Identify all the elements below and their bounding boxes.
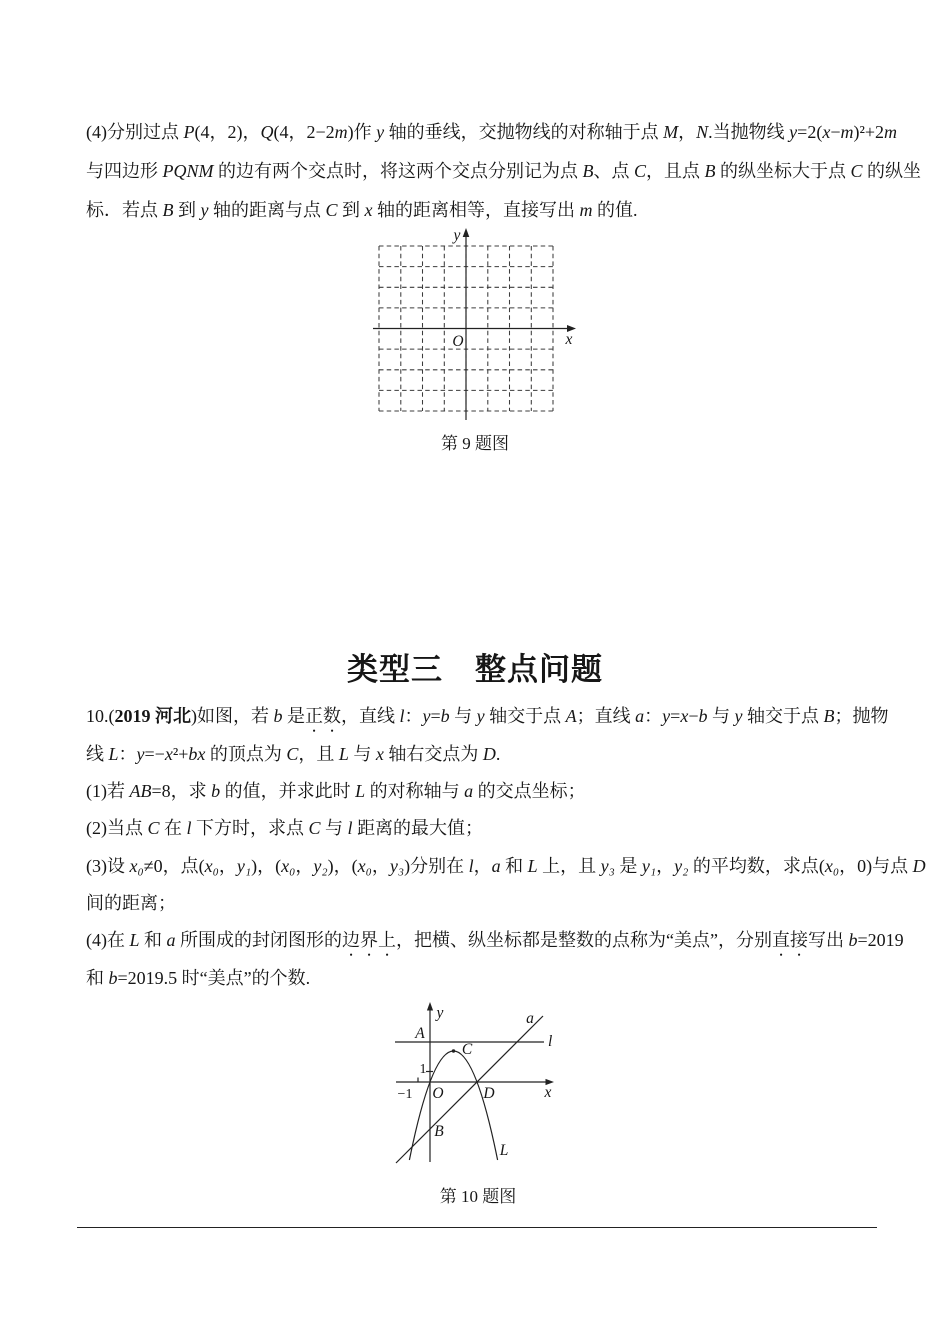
figure9-grid-plot — [370, 224, 580, 424]
point-C-label: C — [461, 1041, 473, 1058]
y-axis-label: y — [453, 227, 461, 244]
y-tick-1-label: 1 — [419, 1062, 427, 1077]
q9p4-line2: 与四边形 PQNM 的边有两个交点时，将这两个交点分别记为点 B、点 C，且点 B 的纵坐标大于点 C 的纵坐 — [86, 161, 922, 181]
point-B-label: B — [434, 1123, 444, 1140]
figure10-caption: 第 10 题图 — [439, 1187, 517, 1206]
y-axis-arrow-icon — [463, 228, 470, 237]
origin-label: O — [452, 333, 464, 350]
y-axis-arrow-icon — [427, 1002, 433, 1011]
vertex-dot — [452, 1049, 455, 1052]
parabola-L-label: L — [499, 1142, 509, 1159]
question9-part4-paragraph — [86, 113, 921, 230]
q10-part4-seg3: ，把横、纵坐标都是整数的点称为“美点”，分别 — [396, 930, 772, 951]
x-axis-label: x — [565, 331, 573, 348]
question10-block — [86, 698, 926, 997]
q10-part2: (2)当点 C 在 l 下方时，求点 C 与 l 距离的最大值； — [86, 818, 484, 839]
figure10-parabola-plot — [378, 998, 578, 1168]
q10-intro-seg5: ，直线 l：y=b 与 y 轴交于点 A；直线 a：y=x−b 与 y 轴交于点 B；抛物 — [341, 706, 889, 726]
q10-intro-seg3: )如图，若 b 是 — [191, 706, 305, 726]
q10-part4-seg1: (4)在 L 和 a 所围成的封闭图形的 — [86, 930, 343, 951]
q10-number: 10.( — [86, 706, 115, 726]
q10-part4-line1 — [86, 922, 926, 960]
y-axis-label: y — [436, 1004, 444, 1022]
q10-intro-line2: 线 L：y=−x²+bx 的顶点为 C，且 L 与 x 轴右交点为 D. — [86, 744, 501, 764]
q10-part1: (1)若 AB=8，求 b 的值，并求此时 L 的对称轴与 a 的交点坐标； — [86, 781, 586, 802]
x-axis-label: x — [544, 1084, 552, 1101]
q10-part4-line2: 和 b=2019.5 时“美点”的个数. — [86, 968, 311, 989]
section-heading: 类型三 整点问题 — [347, 652, 603, 687]
q10-part3-line1: (3)设 x₀≠0，点(x₀，y₁)，(x₀，y₂)，(x₀，y₃)分别在 l，a 和 L 上，且 y₃ 是 y₁，y₂ 的平均数，求点(x₀，0)与点 D — [86, 855, 926, 876]
q10-source-tag: 2019 河北 — [114, 706, 191, 726]
point-D-label: D — [483, 1085, 495, 1102]
q10-emphasized-positive: 正数 — [305, 706, 341, 726]
x-tick-neg1-label: −1 — [397, 1087, 413, 1102]
q9p4-line1: (4)分别过点 P(4，2)，Q(4，2−2m)作 y 轴的垂线，交抛物线的对称轴于点 M，N.当抛物线 y=2(x−m)²+2m — [86, 122, 898, 142]
q10-part4-seg5: 写出 b=2019 — [808, 930, 904, 951]
q10-part3-line2: 间的距离； — [86, 892, 176, 913]
line-a-label: a — [526, 1010, 534, 1027]
q10-intro-line1 — [86, 698, 926, 736]
point-A-label: A — [415, 1025, 425, 1042]
bottom-divider — [77, 1227, 877, 1228]
origin-label: O — [432, 1085, 444, 1102]
q9p4-line3: 标．若点 B 到 y 轴的距离与点 C 到 x 轴的距离相等，直接写出 m 的值. — [86, 200, 638, 220]
q10-emphasized-boundary: 边界上 — [342, 930, 397, 951]
line-l-label: l — [548, 1033, 553, 1050]
figure9-caption: 第 9 题图 — [441, 434, 509, 453]
q10-emphasized-directly: 直接 — [772, 930, 808, 951]
